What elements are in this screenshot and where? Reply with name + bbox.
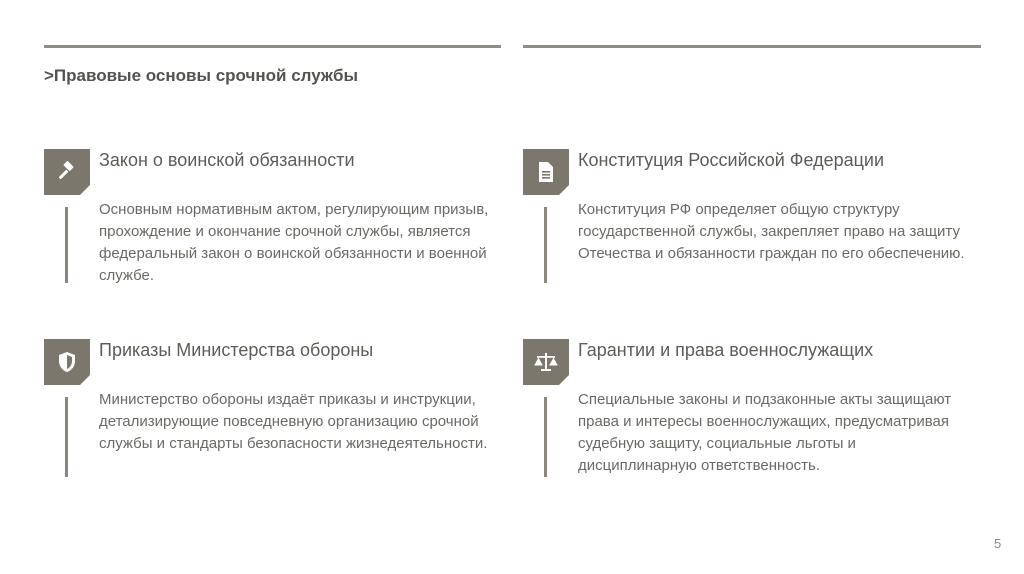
card-description: Министерство обороны издаёт приказы и инструкции, детализирующие повседневную организацию срочной службы и стандарты безопасности жизнедеятельности. bbox=[99, 391, 488, 452]
card-title: Гарантии и права военнослужащих bbox=[578, 340, 874, 360]
card-description: Основным нормативным актом, регулирующим призыв, прохождение и окончание срочной службы, является федеральный закон о воинской обязанности и военной службе. bbox=[99, 201, 489, 284]
card-description: Конституция РФ определяет общую структуру государственной службы, закрепляет право на защиту Отечества и обязанности граждан по его обеспечению. bbox=[578, 201, 965, 262]
card-law bbox=[44, 149, 504, 289]
card-title: Конституция Российской Федерации bbox=[578, 150, 885, 170]
slide-title: >Правовые основы срочной службы bbox=[44, 66, 358, 85]
card-accent-bar bbox=[65, 207, 68, 283]
card-guarantees bbox=[523, 339, 993, 499]
shield-icon bbox=[44, 339, 90, 385]
card-defense-orders bbox=[44, 339, 504, 479]
top-divider-right bbox=[523, 45, 981, 48]
gavel-icon bbox=[44, 149, 90, 195]
card-accent-bar bbox=[544, 207, 547, 283]
card-title: Закон о воинской обязанности bbox=[99, 150, 355, 170]
page-number: 5 bbox=[994, 536, 1002, 551]
card-accent-bar bbox=[65, 397, 68, 477]
card-accent-bar bbox=[544, 397, 547, 477]
scales-icon bbox=[523, 339, 569, 385]
top-divider-left bbox=[44, 45, 501, 48]
document-icon bbox=[523, 149, 569, 195]
card-title: Приказы Министерства обороны bbox=[99, 340, 374, 360]
card-constitution bbox=[523, 149, 993, 289]
card-description: Специальные законы и подзаконные акты защищают права и интересы военнослужащих, предусматривая судебную защиту, социальные льготы и дисциплинарную ответственность. bbox=[578, 391, 952, 474]
